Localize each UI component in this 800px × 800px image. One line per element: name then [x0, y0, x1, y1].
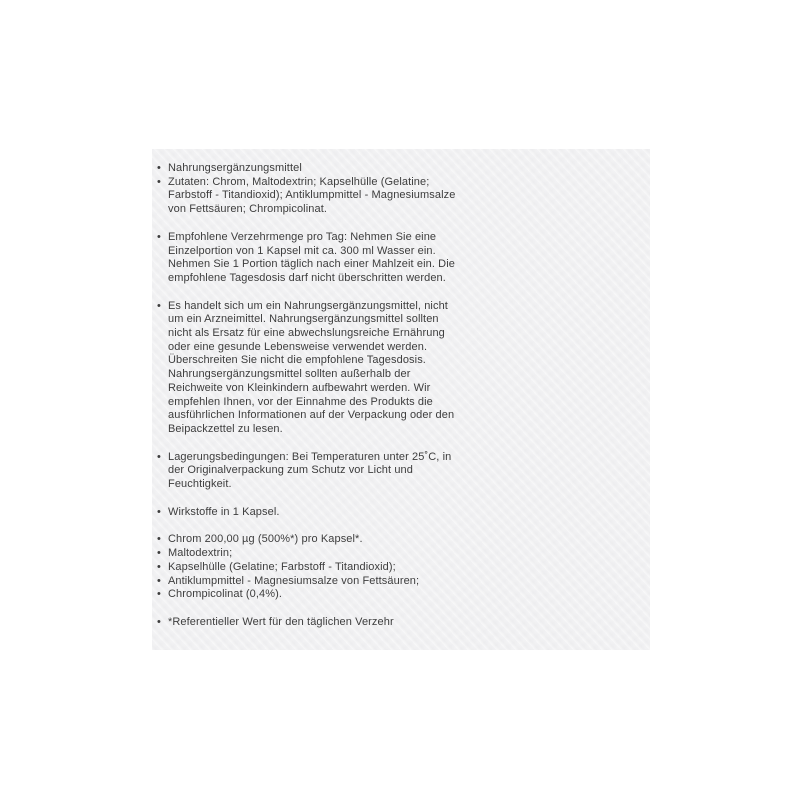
- bullet-item: • Nahrungsergänzungsmittel: [157, 162, 457, 176]
- bullet-group: [157, 162, 457, 217]
- bullet-group: [157, 300, 457, 437]
- bullet-group: [157, 506, 457, 520]
- bullet-item: • Antiklumpmittel - Magnesiumsalze von Fettsäuren;: [157, 575, 457, 589]
- bullet-group: [157, 616, 457, 630]
- bullet-group: [157, 451, 457, 492]
- bullet-item: • Chrompicolinat (0,4%).: [157, 588, 457, 602]
- label-text-block: [157, 162, 457, 630]
- bullet-item: • Kapselhülle (Gelatine; Farbstoff - Titandioxid);: [157, 561, 457, 575]
- bullet-item: • Wirkstoffe in 1 Kapsel.: [157, 506, 457, 520]
- bullet-group: [157, 231, 457, 286]
- bullet-item: • Chrom 200,00 µg (500%*) pro Kapsel*.: [157, 533, 457, 547]
- bullet-item: • Es handelt sich um ein Nahrungsergänzungsmittel, nicht um ein Arzneimittel. Nahrungsergänzungsmittel sollten nicht als Ersatz für eine abwechslungsreiche Ernährung oder eine gesunde Lebensweise verwendet werden. Überschreiten Sie nicht die empfohlene Tagesdosis. Nahrungsergänzungsmittel sollten außerhalb der Reichweite von Kleinkindern aufbewahrt werden. Wir empfehlen Ihnen, vor der Einnahme des Produkts die ausführlichen Informationen auf der Verpackung oder den Beipackzettel zu lesen.: [157, 300, 457, 437]
- bullet-item: • Zutaten: Chrom, Maltodextrin; Kapselhülle (Gelatine; Farbstoff - Titandioxid); Antiklumpmittel - Magnesiumsalze von Fettsäuren; Chrompicolinat.: [157, 176, 457, 217]
- bullet-group: [157, 533, 457, 602]
- label-sheet: [152, 149, 650, 650]
- bullet-item: • *Referentieller Wert für den täglichen Verzehr: [157, 616, 457, 630]
- bullet-item: • Maltodextrin;: [157, 547, 457, 561]
- bullet-item: • Lagerungsbedingungen: Bei Temperaturen unter 25˚C, in der Originalverpackung zum Schutz vor Licht und Feuchtigkeit.: [157, 451, 457, 492]
- bullet-item: • Empfohlene Verzehrmenge pro Tag: Nehmen Sie eine Einzelportion von 1 Kapsel mit ca. 300 ml Wasser ein. Nehmen Sie 1 Portion täglich nach einer Mahlzeit ein. Die empfohlene Tagesdosis darf nicht überschritten werden.: [157, 231, 457, 286]
